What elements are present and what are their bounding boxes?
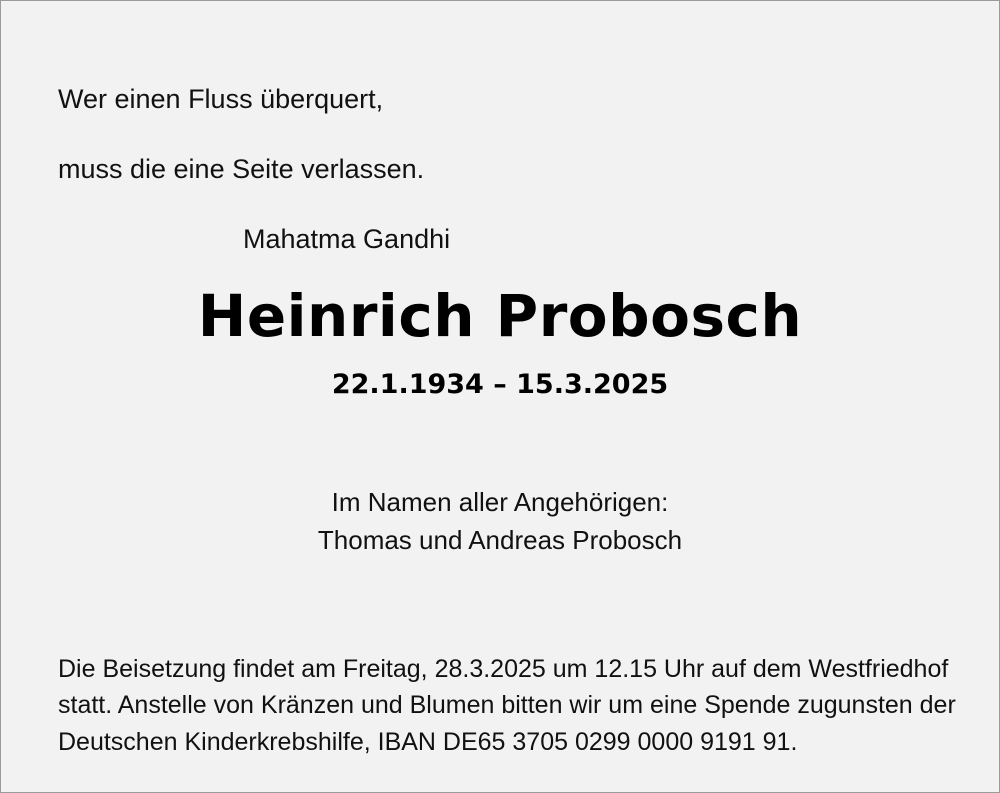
- deceased-dates: 22.1.1934 – 15.3.2025: [331, 368, 669, 400]
- funeral-info-line-1: Die Beisetzung findet am Freitag, 28.3.2025 um 12.15 Uhr auf dem Westfriedhof: [58, 655, 949, 683]
- funeral-info-line-2: statt. Anstelle von Kränzen und Blumen bitten wir um eine Spende zugunsten der: [58, 691, 956, 720]
- funeral-info-line-3: Deutschen Kinderkrebshilfe, IBAN DE65 3705 0299 0000 9191 91.: [58, 727, 798, 756]
- quote-line-1: Wer einen Fluss überquert,: [58, 84, 384, 115]
- deceased-block: [1, 282, 999, 400]
- quote-author: Mahatma Gandhi: [243, 224, 451, 255]
- quote-block: [58, 47, 450, 293]
- family-line-2: Thomas und Andreas Probosch: [317, 524, 683, 555]
- family-block: [1, 484, 999, 559]
- quote-line-2: muss die eine Seite verlassen.: [58, 154, 425, 185]
- family-line-1: Im Namen aller Angehörigen:: [331, 487, 669, 517]
- deceased-name: Heinrich Probosch: [197, 282, 803, 350]
- funeral-info-block: [58, 651, 961, 760]
